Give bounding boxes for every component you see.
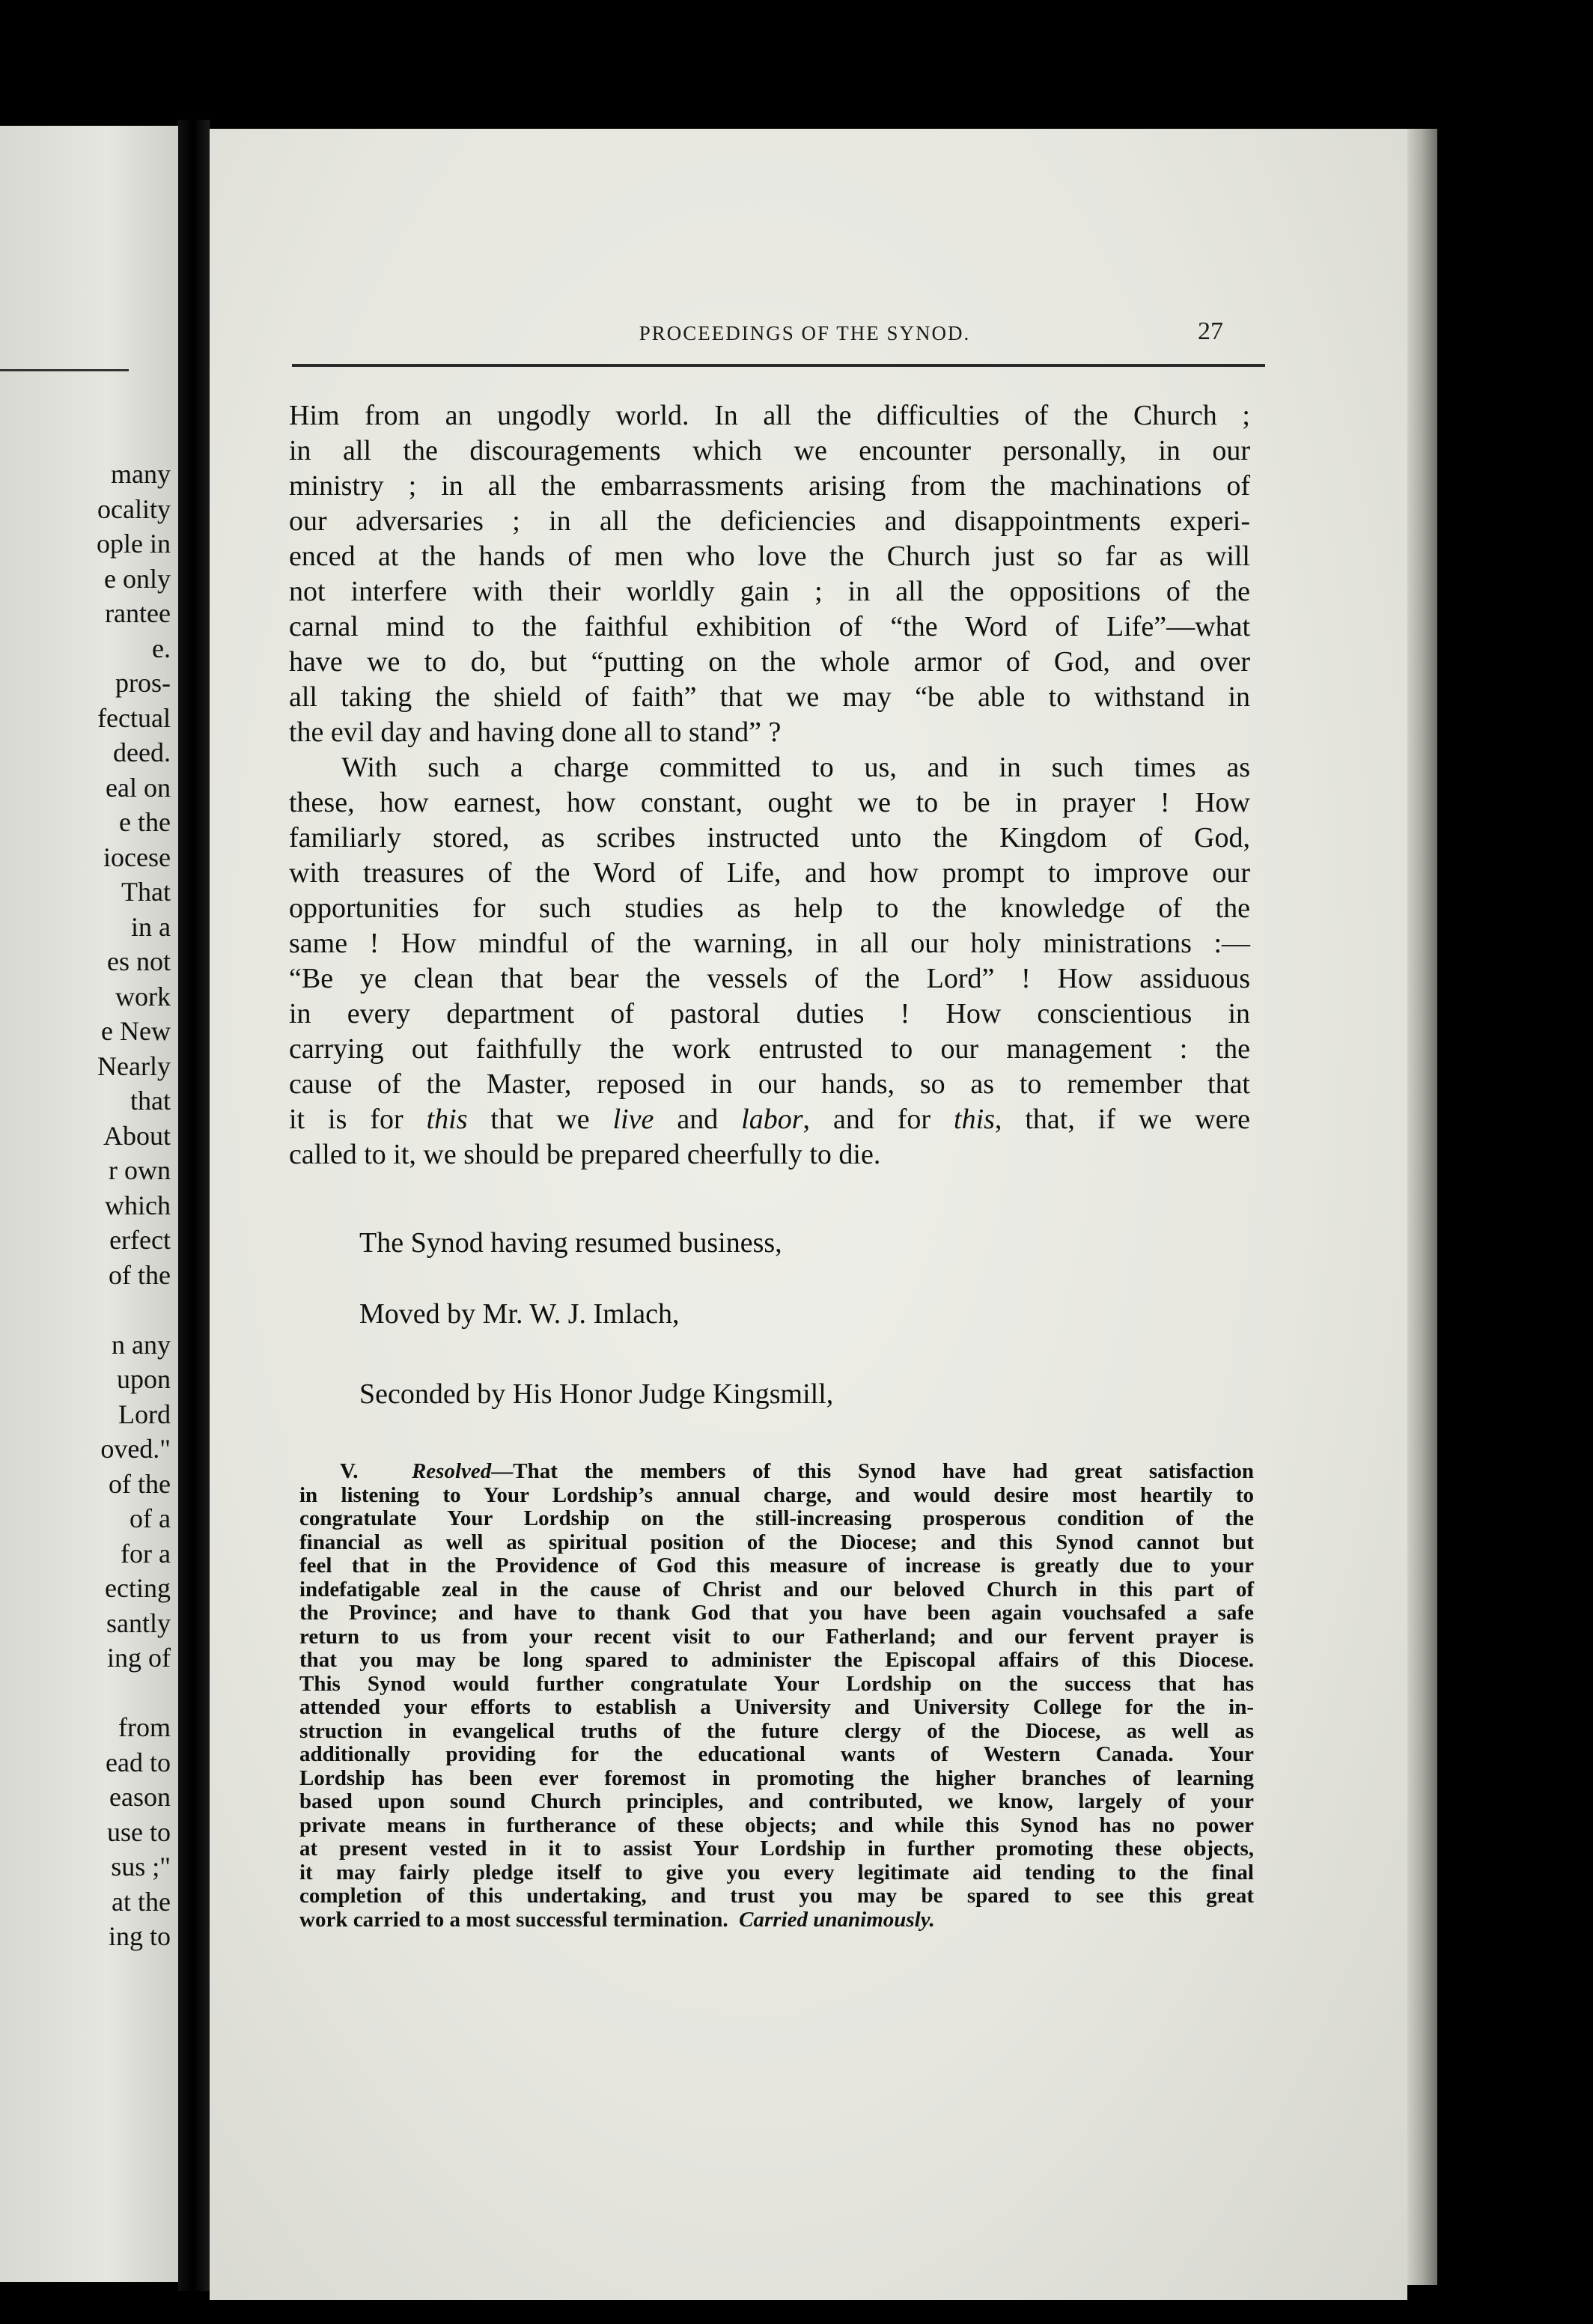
- resolution-line: attended your efforts to establish a University and University College for the in-: [299, 1695, 1254, 1719]
- text-line: enced at the hands of men who love the Church just so far as will: [289, 541, 1250, 572]
- resolution-first-line: [299, 1460, 1254, 1484]
- text-line: all taking the shield of faith” that we may “be able to withstand in: [289, 681, 1250, 713]
- resolution-line: additionally providing for the educational wants of Western Canada. Your: [299, 1742, 1254, 1766]
- resolved-label: Resolved: [411, 1459, 492, 1483]
- text-line: carrying out faithfully the work entrusted to our management : the: [289, 1033, 1250, 1065]
- text-line: in every department of pastoral duties ! How conscientious in: [289, 998, 1250, 1029]
- resolution-line: private means in furtherance of these objects; and while this Synod has no power: [299, 1813, 1254, 1837]
- book-gutter: [178, 120, 210, 2291]
- resolution-line: that you may be long spared to administer the Episcopal affairs of this Diocese.: [299, 1648, 1254, 1672]
- italic-word: this: [426, 1104, 468, 1135]
- left-page-line: ecting: [105, 1573, 171, 1603]
- left-page-line: which: [105, 1190, 171, 1220]
- resolution-line: return to us from your recent visit to our Fatherland; and our fervent prayer is: [299, 1624, 1254, 1649]
- left-page-line: oved.": [100, 1434, 171, 1464]
- running-head: PROCEEDINGS OF THE SYNOD.: [639, 322, 971, 344]
- resolution-last-line: [299, 1908, 1254, 1932]
- resolution-line: struction in evangelical truths of the future clergy of the Diocese, as well as: [299, 1718, 1254, 1743]
- paragraph-2: [289, 750, 1250, 1172]
- left-page-line: rantee: [105, 598, 171, 628]
- resolution-line: based upon sound Church principles, and contributed, we know, largely of your: [299, 1789, 1254, 1813]
- left-page-line: from: [118, 1712, 171, 1742]
- left-page-line: iocese: [103, 842, 171, 872]
- italic-word: labor: [741, 1104, 803, 1135]
- left-page-line: Lord: [118, 1399, 171, 1429]
- left-page-line: ing of: [107, 1643, 171, 1673]
- left-page-line: e the: [119, 807, 171, 837]
- left-page-line: for a: [121, 1538, 171, 1569]
- text-line: our adversaries ; in all the deficiencies and disappointments experi-: [289, 505, 1250, 537]
- resolution-line: at present vested in it to assist Your Lordship in further promoting these objects,: [299, 1837, 1254, 1861]
- left-page-line: ople in: [97, 529, 171, 559]
- left-page-line: sus ;": [111, 1852, 171, 1882]
- resolution-line: feel that in the Providence of God this measure of increase is greatly due to your: [299, 1554, 1254, 1578]
- page-number: 27: [1198, 317, 1223, 345]
- text-line: carnal mind to the faithful exhibition of “the Word of Life”—what: [289, 611, 1250, 642]
- page-edge: [1407, 129, 1437, 2285]
- motion-moved-by: Moved by Mr. W. J. Imlach,: [359, 1298, 680, 1330]
- resolution-line: congratulate Your Lordship on the still-increasing prosperous condition of the: [299, 1506, 1254, 1530]
- text-line: With such a charge committed to us, and in such times as: [341, 752, 1250, 783]
- text-line: ministry ; in all the embarrassments arising from the machinations of: [289, 470, 1250, 502]
- resolution-line: Lordship has been ever foremost in promoting the higher branches of learning: [299, 1765, 1254, 1790]
- resolution-line: the Province; and have to thank God that you have been again vouchsafed a safe: [299, 1601, 1254, 1625]
- resolution-body: [299, 1484, 1254, 1908]
- left-page-line: n any: [112, 1329, 171, 1360]
- text-run: work carried to a most successful termination.: [299, 1907, 728, 1932]
- resolution-line: indefatigable zeal in the cause of Christ and our beloved Church in this part of: [299, 1577, 1254, 1601]
- left-page-line: ing to: [108, 1921, 171, 1951]
- text-run: and: [654, 1104, 742, 1135]
- text-run: that we: [467, 1104, 613, 1135]
- left-page-fragment: [0, 126, 178, 2282]
- left-page-line: About: [103, 1120, 171, 1151]
- left-page-line: that: [130, 1086, 171, 1116]
- left-page-line: of the: [109, 1468, 171, 1499]
- left-page-line: fectual: [97, 702, 171, 733]
- left-page-line: Nearly: [97, 1050, 171, 1081]
- left-page-line: erfect: [109, 1225, 171, 1255]
- text-line: opportunities for such studies as help to the knowledge of the: [289, 892, 1250, 924]
- carried-unanimously: Carried unanimously.: [739, 1907, 935, 1932]
- left-page-rule: [0, 369, 129, 371]
- text-run: —That the members of this Synod have had great satisfaction: [491, 1459, 1255, 1483]
- text-line: cause of the Master, reposed in our hands, so as to remember that: [289, 1068, 1250, 1100]
- left-page-line: santly: [106, 1607, 171, 1638]
- text-line: same ! How mindful of the warning, in all our holy ministrations :—: [289, 928, 1250, 959]
- left-page-line: eal on: [106, 772, 171, 803]
- left-page-line: ocality: [97, 493, 171, 524]
- text-line: “Be ye clean that bear the vessels of the Lord” ! How assiduous: [289, 963, 1250, 994]
- text-line: in all the discouragements which we encounter personally, in our: [289, 435, 1250, 466]
- resolution-v: [299, 1460, 1254, 1932]
- left-page-line: use to: [107, 1816, 171, 1847]
- text-line: familiarly stored, as scribes instructed unto the Kingdom of God,: [289, 822, 1250, 854]
- text-line: Him from an ungodly world. In all the difficulties of the Church ;: [289, 400, 1250, 431]
- resolution-line: completion of this undertaking, and trust you may be spared to see this great: [299, 1884, 1254, 1908]
- left-page-line: r own: [109, 1155, 171, 1185]
- text-run: , that, if we were: [994, 1104, 1250, 1135]
- left-page-line: That: [121, 877, 171, 907]
- resolution-line: financial as well as spiritual position of the Diocese; and this Synod cannot but: [299, 1530, 1254, 1554]
- resolution-line: it may fairly pledge itself to give you every legitimate aid tending to the final: [299, 1860, 1254, 1885]
- resolution-line: in listening to Your Lordship’s annual charge, and would desire most heartily to: [299, 1482, 1254, 1507]
- italic-word: this: [954, 1104, 995, 1135]
- text-run: , and for: [802, 1104, 954, 1135]
- motion-resumed: The Synod having resumed business,: [359, 1227, 782, 1259]
- left-page-line: at the: [112, 1886, 171, 1917]
- text-line: with treasures of the Word of Life, and how prompt to improve our: [289, 857, 1250, 889]
- left-page-line: e.: [152, 633, 171, 663]
- text-line: the evil day and having done all to stand” ?: [289, 717, 782, 748]
- left-page-line: of the: [109, 1259, 171, 1290]
- text-line: have we to do, but “putting on the whole armor of God, and over: [289, 646, 1250, 678]
- resolution-line: This Synod would further congratulate Your Lordship on the success that has: [299, 1671, 1254, 1696]
- left-page-line: e only: [104, 563, 171, 594]
- paragraph-1: [289, 398, 1250, 750]
- left-page-line: pros-: [115, 668, 171, 698]
- header-rule: [292, 364, 1265, 367]
- text-run: it is for: [289, 1104, 427, 1135]
- left-page-line: eason: [109, 1782, 171, 1812]
- left-page-line: upon: [117, 1364, 171, 1394]
- italic-word: live: [612, 1104, 654, 1135]
- left-page-line: in a: [131, 911, 171, 942]
- left-page-line: deed.: [113, 737, 171, 767]
- left-page-line: of a: [130, 1503, 171, 1533]
- motion-seconded-by: Seconded by His Honor Judge Kingsmill,: [359, 1378, 834, 1410]
- left-page-line: es not: [107, 946, 171, 976]
- left-page-line: work: [115, 981, 171, 1012]
- left-page-line: ead to: [106, 1747, 171, 1777]
- text-line: called to it, we should be prepared cheerfully to die.: [289, 1139, 881, 1170]
- text-line: not interfere with their worldly gain ; in all the oppositions of the: [289, 576, 1250, 607]
- left-page-line: e New: [101, 1016, 171, 1046]
- left-page-line: many: [111, 459, 171, 489]
- text-line-italic-emphasis: [289, 1102, 1250, 1137]
- resolution-number: V.: [340, 1459, 359, 1483]
- text-line: these, how earnest, how constant, ought we to be in prayer ! How: [289, 787, 1250, 818]
